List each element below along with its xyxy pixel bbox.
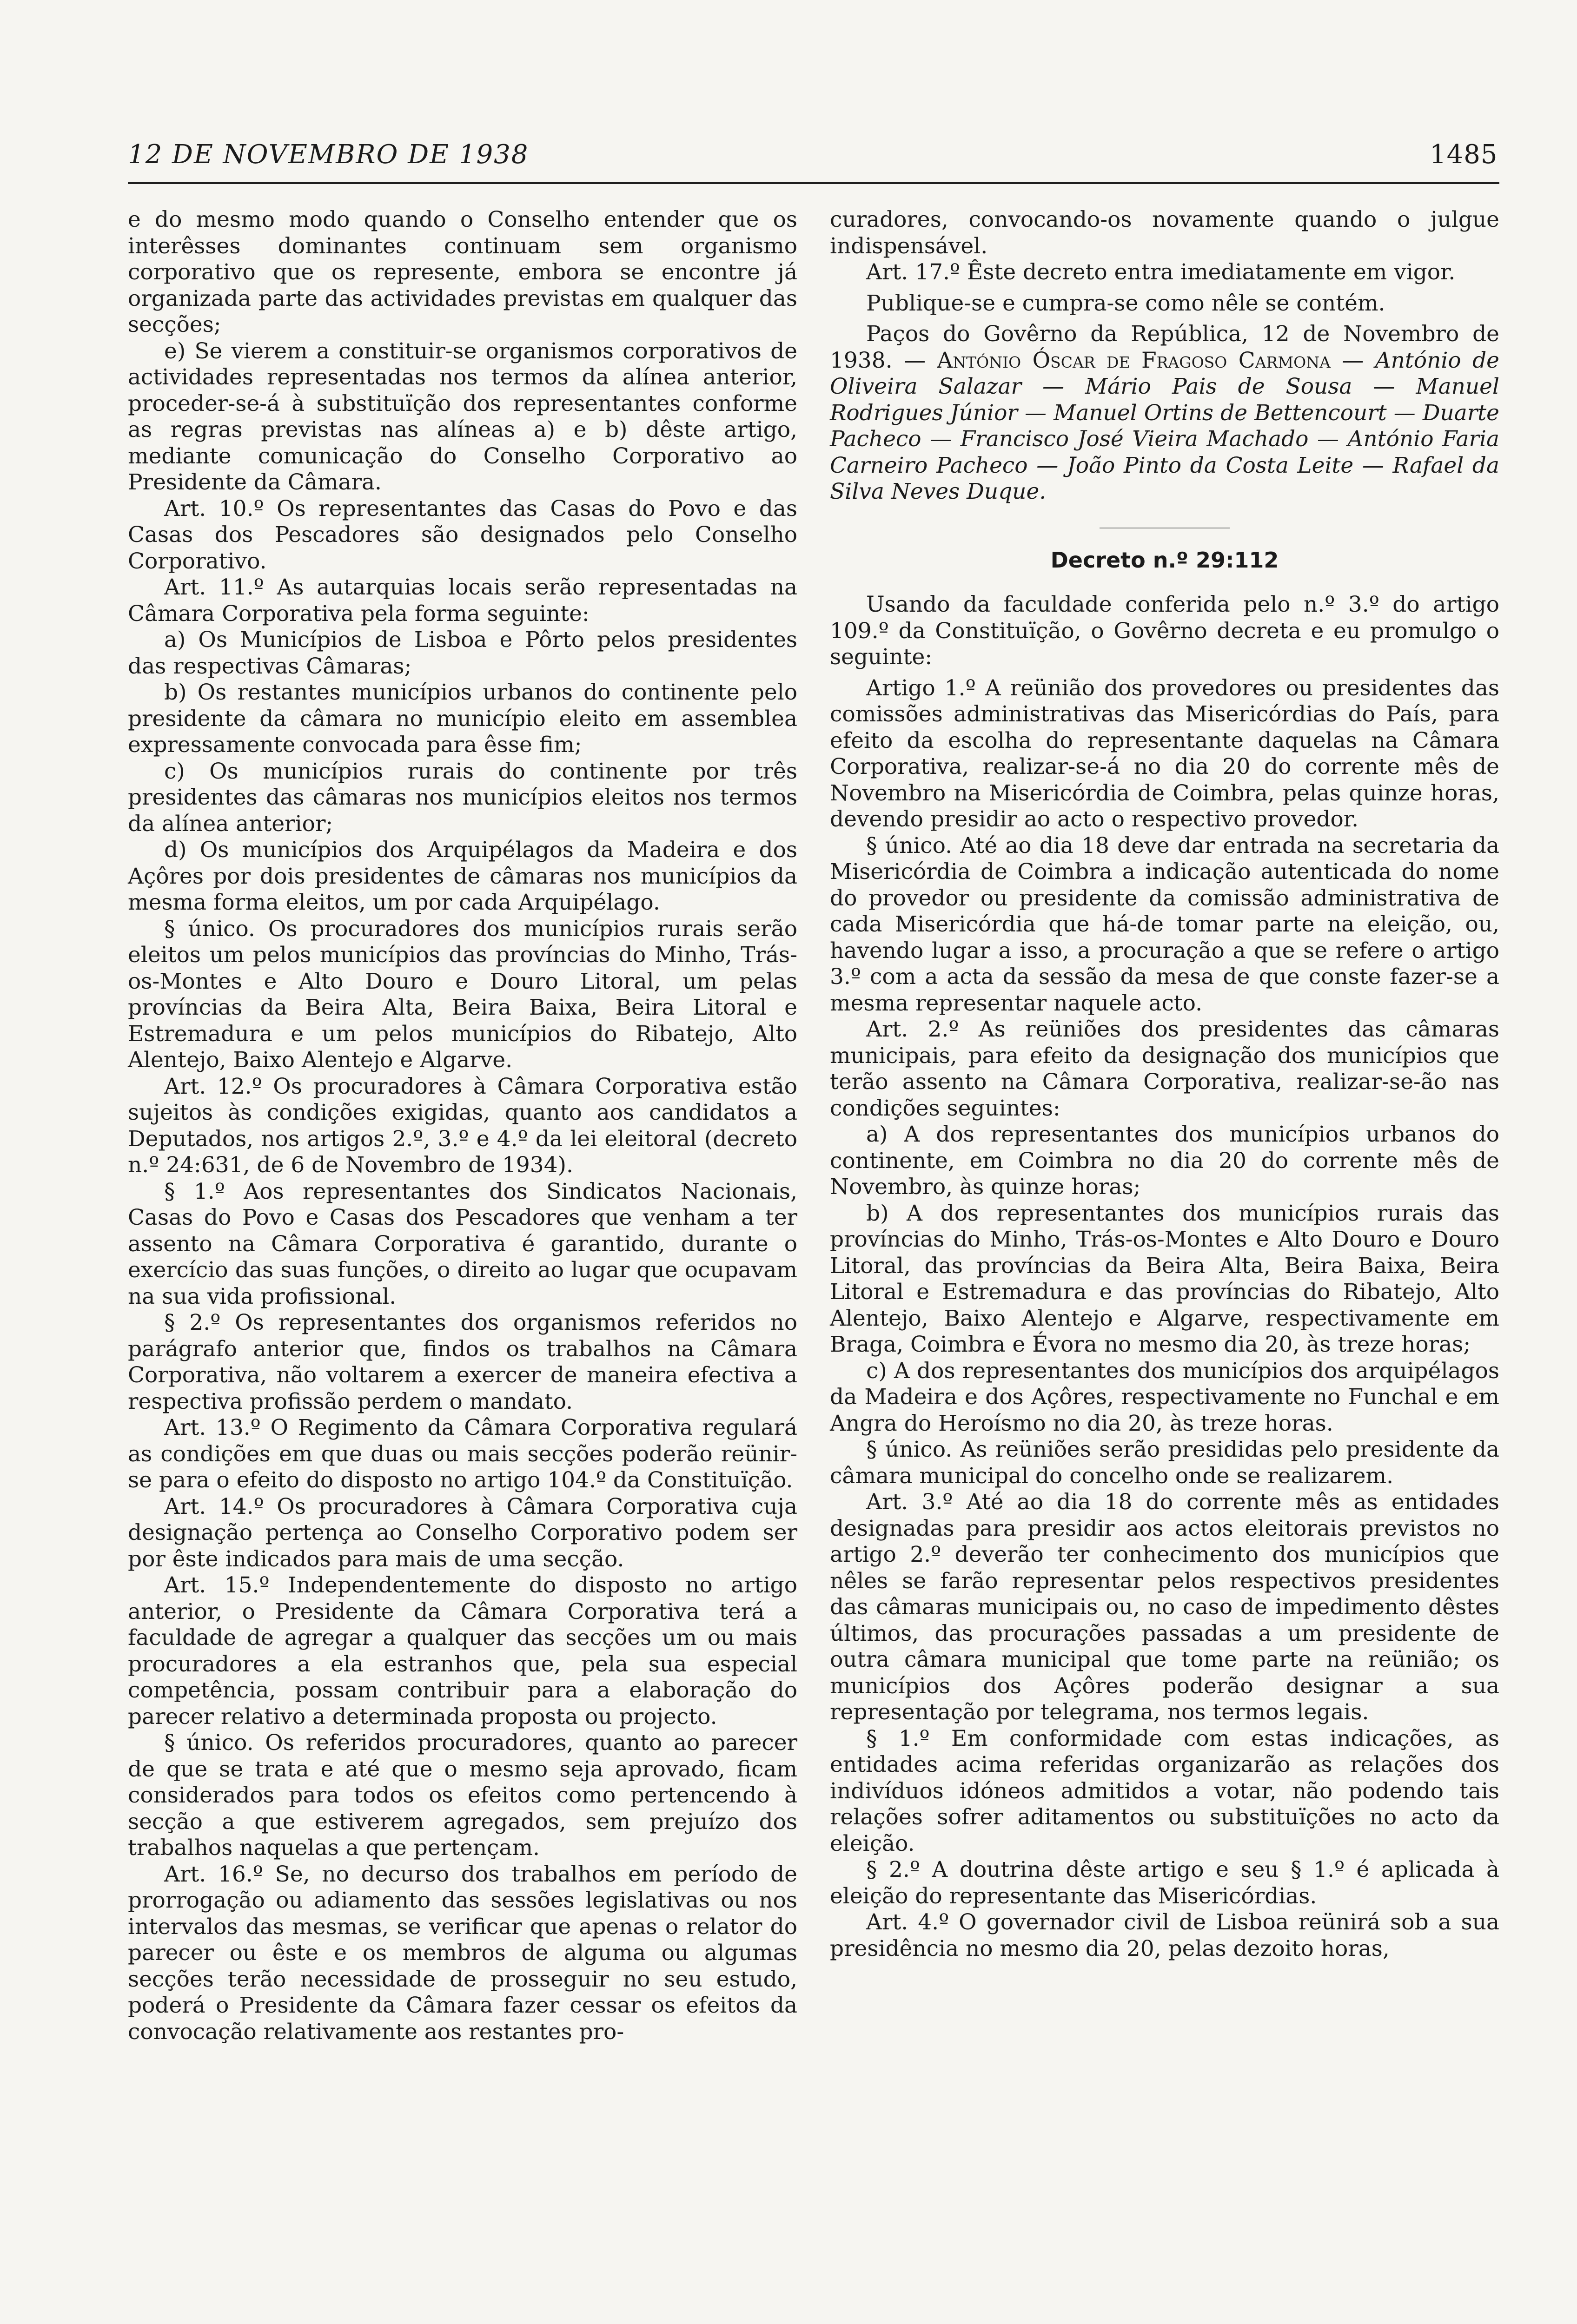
paragraph: § 2.º A doutrina dêste artigo e seu § 1.º é aplicada à eleição do representante das Misericórdias. bbox=[830, 1857, 1499, 1909]
paragraph: § único. Os referidos procuradores, quanto ao parecer de que se trata e até que o mesmo seja aprovado, ficam considerados para todos os efeitos como pertencendo à secção a que estiverem agregados, sem prejuízo dos trabalhos naquelas a que pertençam. bbox=[128, 1730, 797, 1861]
paragraph: Art. 16.º Se, no decurso dos trabalhos em período de prorrogação ou adiamento das sessões legislativas ou nos intervalos das mesmas, se verificar que apenas o relator do parecer ou êste e os membros de alguma ou algumas secções terão necessidade de prosseguir no seu estudo, poderá o Presidente da Câmara fazer cessar os efeitos da convocação relativamente aos restantes pro- bbox=[128, 1861, 797, 2045]
paragraph: a) Os Municípios de Lisboa e Pôrto pelos presidentes das respectivas Câmaras; bbox=[128, 627, 797, 679]
paragraph: Art. 11.º As autarquias locais serão representadas na Câmara Corporativa pela forma seguinte: bbox=[128, 574, 797, 627]
paragraph: e) Se vierem a constituir-se organismos corporativos de actividades representadas nos termos da alínea anterior, proceder-se-á à substituïção dos representantes conforme as regras previstas nas alíneas a) e b) dêste artigo, mediante comunicação do Conselho Corporativo ao Presidente da Câmara. bbox=[128, 338, 797, 495]
paragraph: § único. Até ao dia 18 deve dar entrada na secretaria da Misericórdia de Coimbra a indicação autenticada do nome do provedor ou presidente da comissão administrativa de cada Misericórdia que há-de tomar parte na eleição, ou, havendo lugar a isso, a procuração a que se refere o artigo 3.º com a acta da sessão da mesa de que conste fazer-se a mesma representar naquele acto. bbox=[830, 832, 1499, 1016]
paragraph: b) A dos representantes dos municípios rurais das províncias do Minho, Trás-os-Montes e Alto Douro e Douro Litoral, das províncias da Beira Alta, Beira Baixa, Beira Litoral e Estremadura e das províncias do Ribatejo, Alto Alentejo, Baixo Alentejo e Algarve, respectivamente em Braga, Coimbra e Évora no mesmo dia 20, às treze horas; bbox=[830, 1200, 1499, 1357]
decree-title: Decreto n.º 29:112 bbox=[1050, 547, 1279, 573]
paragraph: curadores, convocando-os novamente quando o julgue indispensável. bbox=[830, 207, 1499, 259]
paragraph: § 2.º Os representantes dos organismos referidos no parágrafo anterior que, findos os trabalhos na Câmara Corporativa, não voltarem a exercer de maneira efectiva a respectiva profissão perdem o mandato. bbox=[128, 1310, 797, 1414]
page-header-date: 12 DE NOVEMBRO DE 1938 bbox=[128, 139, 529, 170]
paragraph: c) Os municípios rurais do continente por três presidentes das câmaras nos municípios eleitos nos termos da alínea anterior; bbox=[128, 758, 797, 837]
signature-lead-name: António Óscar de Fragoso Carmona bbox=[937, 347, 1331, 373]
paragraph: § 1.º Em conformidade com estas indicações, as entidades acima referidas organizarão as relações dos indivíduos idóneos admitidos a votar, não podendo tais relações sofrer aditamentos ou substituïções no acto da eleição. bbox=[830, 1725, 1499, 1856]
left-column bbox=[128, 207, 797, 2045]
paragraph: Art. 4.º O governador civil de Lisboa reünirá sob a sua presidência no mesmo dia 20, pelas dezoito horas, bbox=[830, 1909, 1499, 1961]
paragraph: § 1.º Aos representantes dos Sindicatos Nacionais, Casas do Povo e Casas dos Pescadores que venham a ter assento na Câmara Corporativa é garantido, durante o exercício das suas funções, o direito ao lugar que ocupavam na sua vida profissional. bbox=[128, 1178, 797, 1309]
paragraph: b) Os restantes municípios urbanos do continente pelo presidente da câmara no município eleito em assemblea expressamente convocada para êsse fim; bbox=[128, 680, 797, 758]
paragraph: Publique-se e cumpra-se como nêle se contém. bbox=[866, 290, 1385, 316]
paragraph: Art. 10.º Os representantes das Casas do Povo e das Casas dos Pescadores são designados pelo Conselho Corporativo. bbox=[128, 495, 797, 574]
paragraph: a) A dos representantes dos municípios urbanos do continente, em Coimbra no dia 20 do corrente mês de Novembro, às quinze horas; bbox=[830, 1122, 1499, 1200]
signature-names: — António de Oliveira Salazar — Mário Pais de Sousa — Manuel Rodrigues Júnior — Manuel Ortins de Bettencourt — Duarte Pacheco — Francisco José Vieira Machado — António Faria Carneiro Pacheco — João Pinto da Costa Leite — Rafael da Silva Neves Duque. bbox=[830, 347, 1499, 504]
header-rule bbox=[128, 182, 1499, 184]
paragraph: e do mesmo modo quando o Conselho entender que os interêsses dominantes continuam sem organismo corporativo que os represente, embora se encontre já organizada parte das actividades previstas em qualquer das secções; bbox=[128, 207, 797, 337]
paragraph: Artigo 1.º A reünião dos provedores ou presidentes das comissões administrativas das Misericórdias do País, para efeito da escolha do representante daquelas na Câmara Corporativa, realizar-se-á no dia 20 do corrente mês de Novembro na Misericórdia de Coimbra, pelas quinze horas, devendo presidir ao acto o respectivo provedor. bbox=[830, 675, 1499, 832]
paragraph: § único. Os procuradores dos municípios rurais serão eleitos um pelos municípios das províncias do Minho, Trás-os-Montes e Alto Douro e Douro Litoral, um pelas províncias da Beira Alta, Beira Baixa, Beira Litoral e Estremadura e um pelos municípios do Ribatejo, Alto Alentejo, Baixo Alentejo e Algarve. bbox=[128, 916, 797, 1073]
paragraph: Art. 2.º As reüniões dos presidentes das câmaras municipais, para efeito da designação dos municípios que terão assento na Câmara Corporativa, realizar-se-ão nas condições seguintes: bbox=[830, 1017, 1499, 1121]
page-number: 1485 bbox=[1430, 139, 1498, 170]
paragraph: Art. 3.º Até ao dia 18 do corrente mês as entidades designadas para presidir aos actos eleitorais previstos no artigo 2.º deverão ter conhecimento dos municípios que nêles se farão representar pelos respectivos presidentes das câmaras municipais ou, no caso de impedimento dêstes últimos, das procurações passadas a um presidente de outra câmara municipal que tome parte na reünião; os municípios dos Açôres poderão designar a sua representação por telegrama, nos termos legais. bbox=[830, 1489, 1499, 1725]
paragraph: § único. As reüniões serão presididas pelo presidente da câmara municipal do concelho onde se realizarem. bbox=[830, 1437, 1499, 1489]
paragraph: Art. 14.º Os procuradores à Câmara Corporativa cuja designação pertença ao Conselho Corporativo podem ser por êste indicados para mais de uma secção. bbox=[128, 1493, 797, 1572]
paragraph: Art. 13.º O Regimento da Câmara Corporativa regulará as condições em que duas ou mais secções poderão reünir-se para o efeito do disposto no artigo 104.º da Constituïção. bbox=[128, 1415, 797, 1493]
paragraph: Art. 15.º Independentemente do disposto no artigo anterior, o Presidente da Câmara Corporativa terá a faculdade de agregar a qualquer das secções um ou mais procuradores a ela estranhos que, pela sua especial competência, possam contribuir para a elaboração do parecer relativo a determinada proposta ou projecto. bbox=[128, 1572, 797, 1730]
paragraph: Art. 17.º Êste decreto entra imediatamente em vigor. bbox=[866, 259, 1456, 285]
right-column bbox=[830, 207, 1499, 1962]
signature-place-date: Paços do Govêrno da República, 12 de Novembro de 1938. — bbox=[830, 321, 1499, 373]
paragraph: c) A dos representantes dos municípios dos arquipélagos da Madeira e dos Açôres, respectivamente no Funchal e em Angra do Heroísmo no dia 20, às treze horas. bbox=[830, 1358, 1499, 1436]
paragraph: Usando da faculdade conferida pelo n.º 3.º do artigo 109.º da Constituïção, o Govêrno decreta e eu promulgo o seguinte: bbox=[830, 592, 1499, 670]
signature-block bbox=[830, 321, 1499, 505]
paragraph: Art. 12.º Os procuradores à Câmara Corporativa estão sujeitos às condições exigidas, quanto aos candidatos a Deputados, nos artigos 2.º, 3.º e 4.º da lei eleitoral (decreto n.º 24:631, de 6 de Novembro de 1934). bbox=[128, 1073, 797, 1178]
paragraph: d) Os municípios dos Arquipélagos da Madeira e dos Açôres por dois presidentes de câmaras nos municípios da mesma forma eleitos, um por cada Arquipélago. bbox=[128, 837, 797, 915]
